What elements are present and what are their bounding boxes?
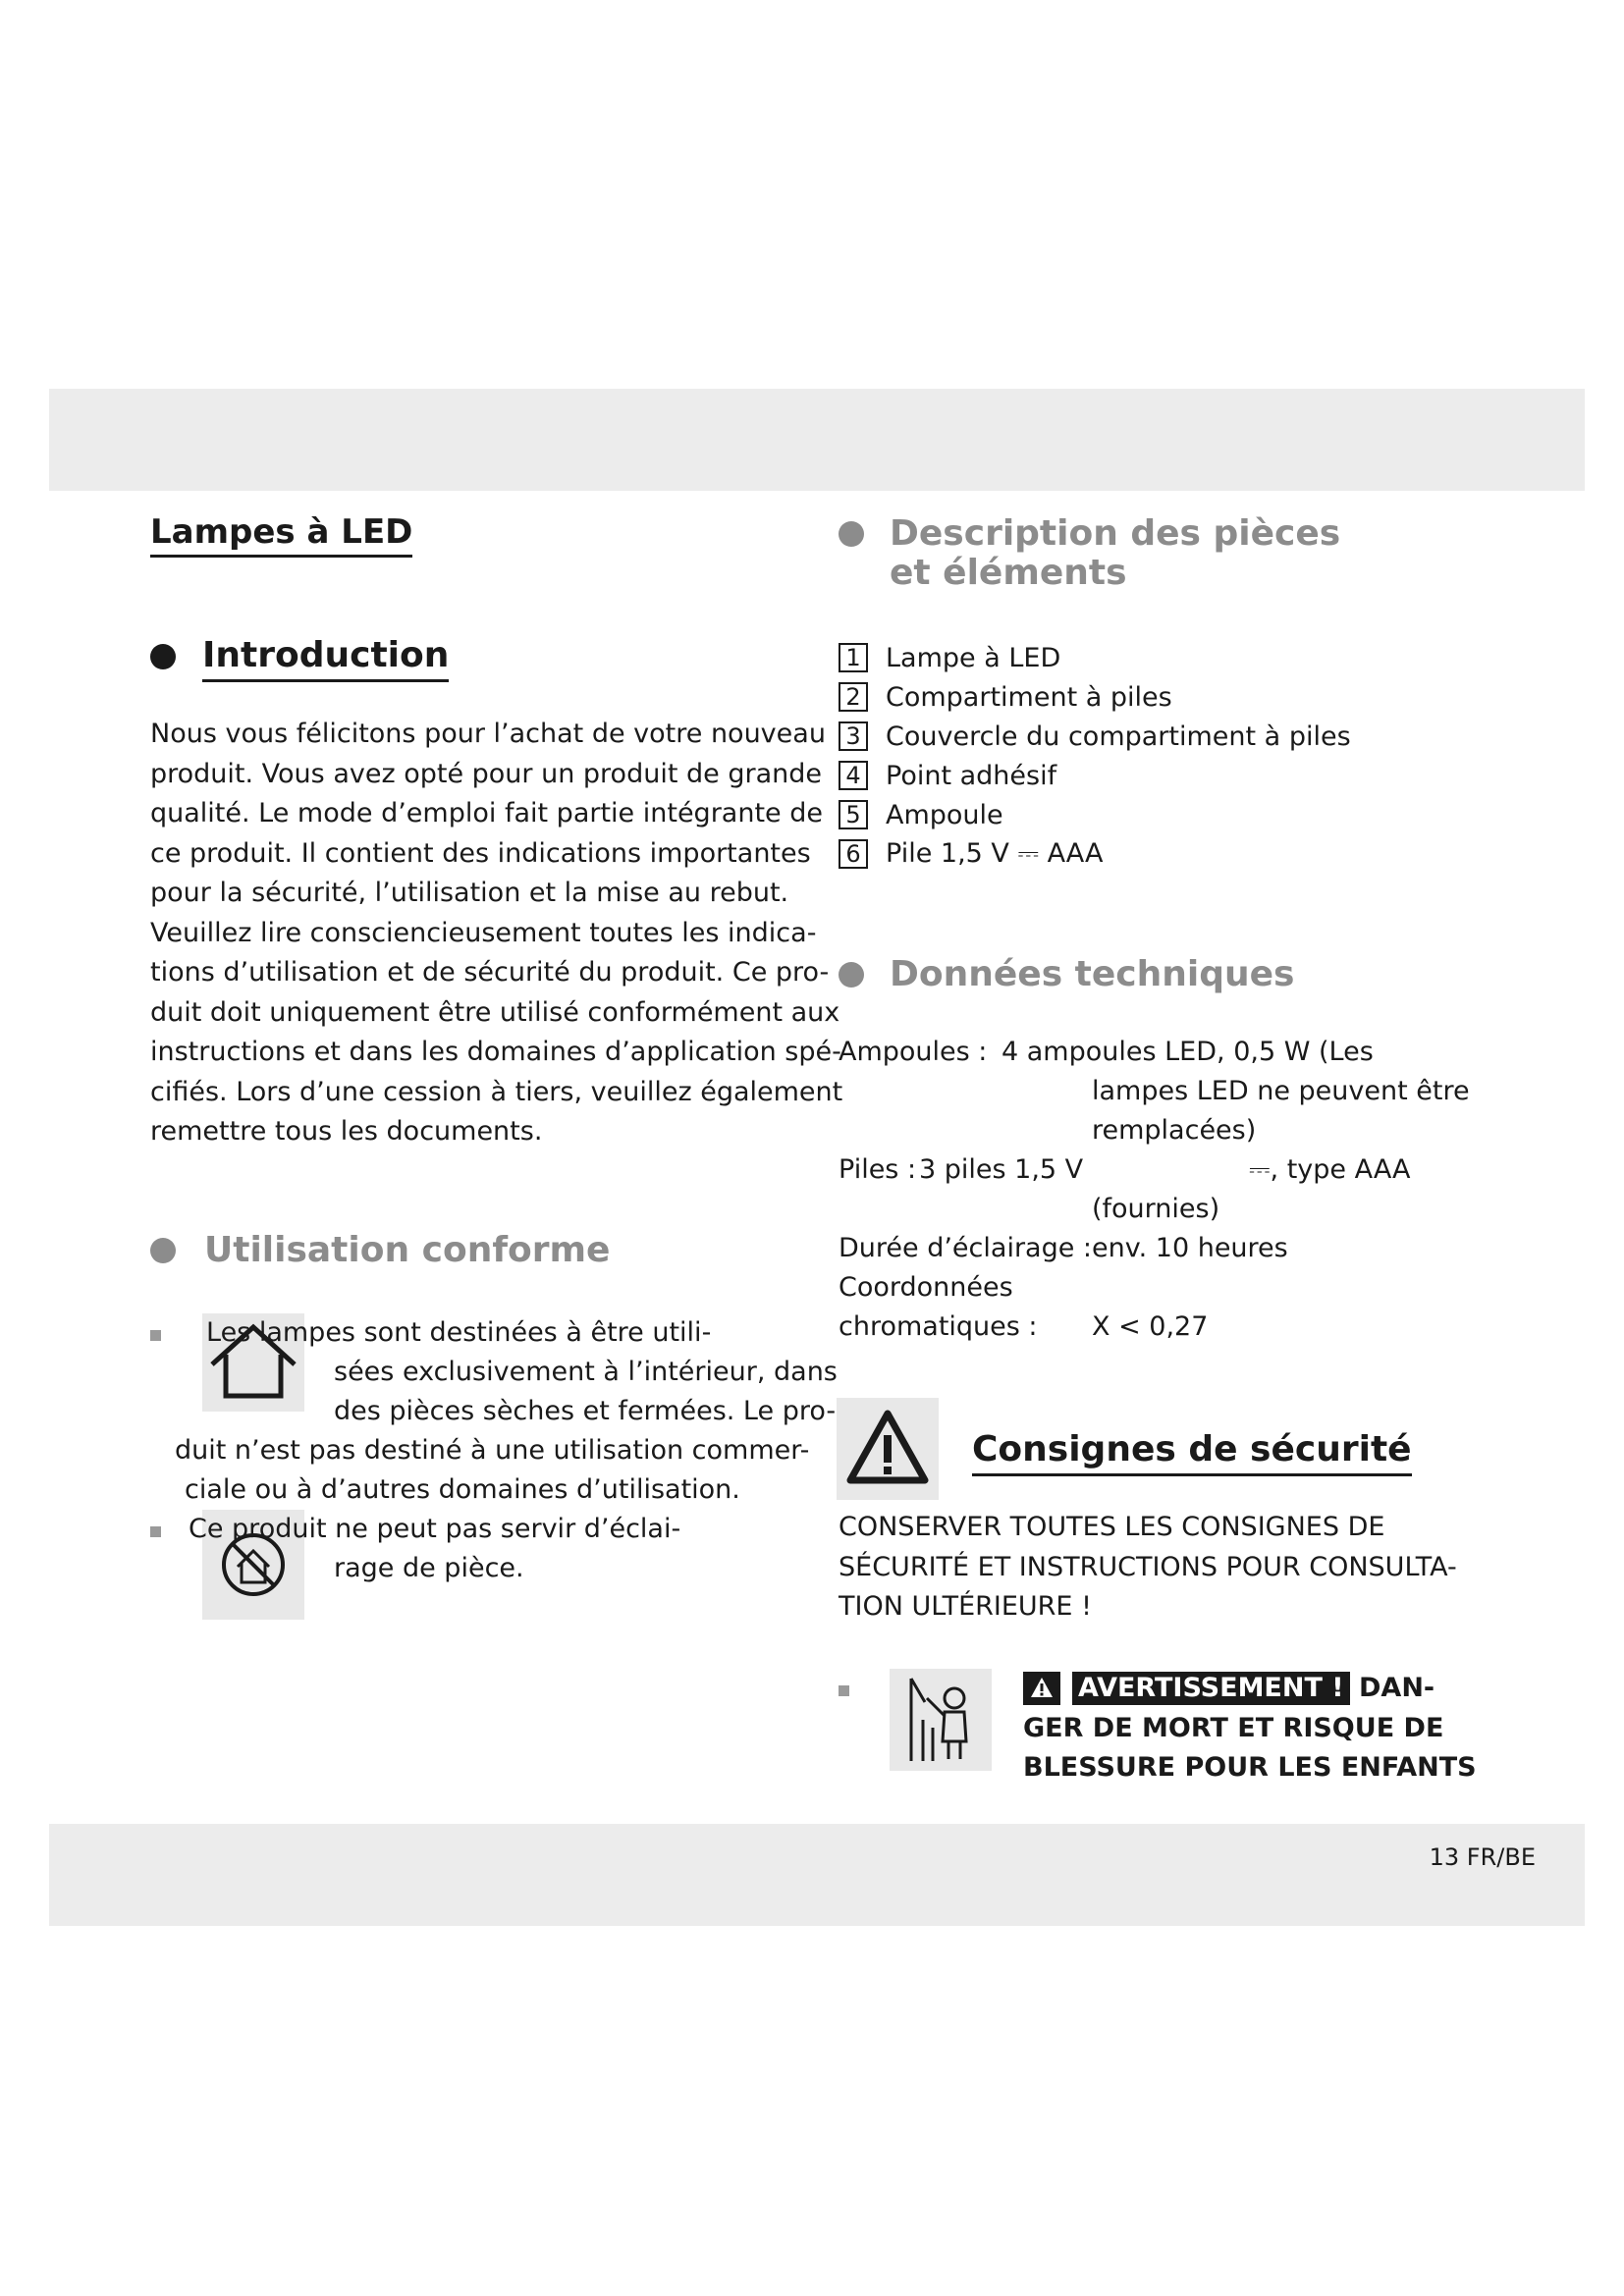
parts-item: [839, 720, 1351, 753]
bullet-dot-icon: [839, 521, 864, 547]
text-line: ce produit. Il contient des indications importantes: [150, 837, 811, 869]
warning-triangle-icon: [837, 1398, 939, 1500]
parts-heading: [890, 514, 1340, 593]
parts-item: [839, 641, 1060, 674]
text-line: TION ULTÉRIEURE !: [839, 1591, 1092, 1622]
text-line: CONSERVER TOUTES LES CONSIGNES DE: [839, 1512, 1385, 1542]
warning-line2: GER DE MORT ET RISQUE DE: [1023, 1712, 1444, 1743]
parts-item: [839, 759, 1056, 792]
text-line: Veuillez lire consciencieusement toutes les indica-: [150, 917, 817, 948]
page-title: Lampes à LED: [150, 512, 412, 558]
safety-heading: Consignes de sécurité: [972, 1430, 1412, 1476]
part-label: Lampe à LED: [886, 642, 1061, 673]
batteries-value-line1: 3 piles 1,5 V: [919, 1154, 1084, 1185]
part-number: 5: [839, 800, 868, 829]
footer-band: [49, 1824, 1585, 1926]
part-label: Compartiment à piles: [886, 681, 1172, 713]
bulbs-value-line2: lampes LED ne peuvent être: [1092, 1076, 1470, 1106]
bullet-dot-icon: [839, 962, 864, 988]
usage-item1-line2: sées exclusivement à l’intérieur, dans: [334, 1357, 838, 1387]
introduction-heading: Introduction: [202, 636, 449, 682]
warning-triangle-badge: [1023, 1672, 1060, 1705]
usage-item2-line1: Ce produit ne peut pas servir d’éclai-: [189, 1514, 681, 1544]
warning-text-start: DAN-: [1359, 1673, 1435, 1703]
text-line: remettre tous les documents.: [150, 1116, 543, 1147]
page-number: 13 FR/BE: [1429, 1843, 1536, 1871]
duration-label: Durée d’éclairage :: [839, 1233, 1093, 1263]
list-bullet: [839, 1685, 849, 1696]
list-bullet: [150, 1526, 161, 1537]
text-line: tions d’utilisation et de sécurité du produit. Ce pro-: [150, 957, 830, 988]
list-bullet: [150, 1330, 161, 1341]
text-line: produit. Vous avez opté pour un produit de grande: [150, 758, 822, 789]
text-line: duit doit uniquement être utilisé conformément aux: [150, 996, 840, 1028]
part-number: 2: [839, 682, 868, 712]
text-line: SÉCURITÉ ET INSTRUCTIONS POUR CONSULTA-: [839, 1551, 1457, 1582]
warning-line1: [1023, 1669, 1477, 1709]
text-line: qualité. Le mode d’emploi fait partie intégrante de: [150, 798, 823, 828]
safety-caps-text: [839, 1508, 1457, 1628]
text-line: cifiés. Lors d’une cession à tiers, veuillez également: [150, 1076, 843, 1107]
parts-item: [839, 798, 1003, 831]
parts-item: [839, 837, 1104, 871]
bullet-dot-icon: [150, 644, 176, 669]
bulbs-value-line1: 4 ampoules LED, 0,5 W (Les: [1001, 1037, 1374, 1067]
part-label: Point adhésif: [886, 760, 1057, 791]
text-line: Nous vous félicitons pour l’achat de votre nouveau: [150, 719, 826, 749]
header-band: [49, 389, 1585, 491]
part-label: Pile 1,5 V ⎓ AAA: [886, 838, 1104, 869]
bullet-dot-icon: [150, 1238, 176, 1263]
usage-item1-line5: ciale ou à d’autres domaines d’utilisation.: [185, 1474, 740, 1505]
coords-label-line2: chromatiques :: [839, 1311, 1038, 1342]
usage-item2-line2: rage de pièce.: [334, 1553, 524, 1583]
bulbs-label: Ampoules :: [839, 1037, 988, 1067]
usage-heading: Utilisation conforme: [204, 1230, 611, 1270]
usage-item1-line1: Les lampes sont destinées à être utili-: [206, 1317, 712, 1348]
technical-heading: Données techniques: [890, 954, 1295, 994]
usage-item1-line3: des pièces sèches et fermées. Le pro-: [334, 1396, 837, 1426]
usage-item1-line4: duit n’est pas destiné à une utilisation commer-: [175, 1435, 810, 1466]
warning-label: AVERTISSEMENT !: [1072, 1672, 1350, 1705]
part-number: 3: [839, 721, 868, 751]
batteries-value-line3: (fournies): [1092, 1194, 1220, 1224]
batteries-value-line2: ⎓, type AAA: [1249, 1154, 1411, 1185]
part-number: 4: [839, 761, 868, 790]
part-label: Ampoule: [886, 799, 1003, 830]
introduction-text: [150, 715, 842, 1152]
child-hazard-icon: [890, 1669, 992, 1771]
batteries-label: Piles :: [839, 1154, 917, 1185]
text-line: instructions et dans les domaines d’application spé-: [150, 1037, 841, 1067]
parts-item: [839, 680, 1172, 714]
parts-heading-line1: Description des pièces: [890, 513, 1341, 554]
coords-label-line1: Coordonnées: [839, 1272, 1013, 1303]
part-number: 1: [839, 643, 868, 672]
warning-line3: BLESSURE POUR LES ENFANTS: [1023, 1752, 1477, 1783]
duration-value: env. 10 heures: [1092, 1233, 1288, 1263]
coords-value: X < 0,27: [1092, 1311, 1209, 1342]
parts-heading-line2: et éléments: [890, 553, 1127, 593]
part-label: Couvercle du compartiment à piles: [886, 721, 1351, 752]
warning-block: [1023, 1669, 1477, 1789]
bulbs-value-line3: remplacées): [1092, 1115, 1257, 1146]
text-line: pour la sécurité, l’utilisation et la mise au rebut.: [150, 878, 789, 908]
part-number: 6: [839, 839, 868, 869]
